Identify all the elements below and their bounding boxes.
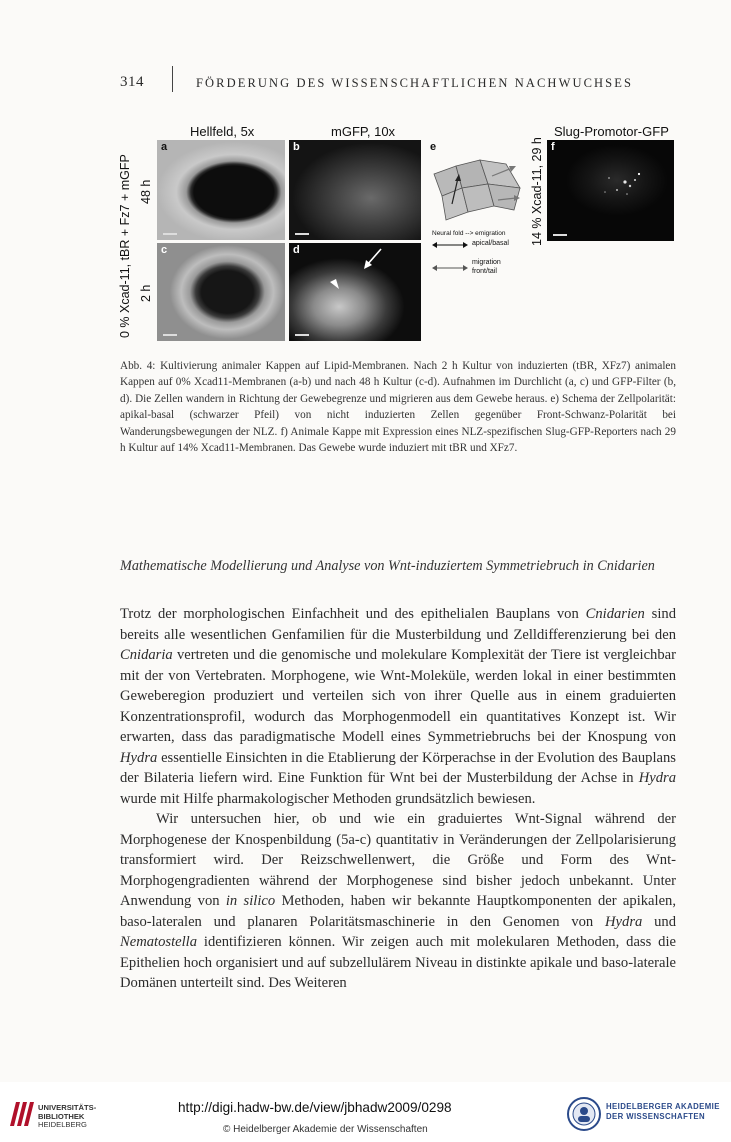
panel-f-slug-gfp-image xyxy=(547,140,674,241)
text-run: Methoden, haben wir bekannte Hauptkomponenten der apikalen, baso-lateralen und planaren Polaritätsmaschinerie in den Genomen von xyxy=(120,893,677,930)
panel-d-mgfp-image xyxy=(289,243,421,341)
scale-bar xyxy=(295,334,309,336)
academy-seal-icon xyxy=(566,1096,602,1132)
italic-term: Hydra xyxy=(638,770,676,786)
panel-c-brightfield-image xyxy=(157,243,285,341)
running-title: FÖRDERUNG DES WISSENSCHAFTLICHEN NACHWUCHSES xyxy=(196,76,633,90)
panel-label-f: f xyxy=(551,141,555,153)
text-run: Wir untersuchen hier, ob und wie ein graduiertes Wnt-Signal während der Morphogenese der Knospenbildung (5a-c) quantitativ in Veränderungen der Zellpolarisierung transformiert wird. Der Reizschwellenwert, die Größe und Form des Wnt-Morphogengradienten während der Morphogenese sind bisher jedoch unbekannt. Unter Anwendung von xyxy=(120,811,676,909)
schema-migration-label xyxy=(472,258,501,276)
panel-label-e: e xyxy=(430,141,437,153)
schema-neural-fold-label: Neural fold --> emigration xyxy=(432,230,506,237)
text-run: vertreten und die genomische und molekulare Komplexität der Tiere ist vergleichbar mit der von Vertebraten. Morphogene, wie Wnt-Moleküle, werden lokal in einer bestimmten Geweberegion produziert und verteilen sich von ihrer Quelle aus in einem graduierten Konzentrationsprofil, wodurch das Morphogenmodell ein quantitatives Konzept ist. Wir erwarten, dass das paradigmatische Modell eines Symmetriebruchs bei der Knospung von xyxy=(120,647,676,745)
column-header-brightfield: Hellfeld, 5x xyxy=(190,124,255,139)
panel-label-c: c xyxy=(161,244,168,256)
library-name-line: UNIVERSITÄTS- xyxy=(38,1103,97,1112)
italic-term: Hydra xyxy=(605,913,643,930)
italic-term: Hydra xyxy=(120,749,158,766)
page-number: 314 xyxy=(120,74,144,90)
arrowhead-icon xyxy=(327,277,341,291)
scale-bar xyxy=(163,334,177,336)
row-time-48h: 48 h xyxy=(139,179,153,204)
black-double-arrow-icon xyxy=(432,242,468,248)
paragraph-2 xyxy=(120,809,676,994)
figure-caption: Abb. 4: Kultivierung animaler Kappen auf Lipid-Membranen. Nach 2 h Kultur von induzierten (tBR, XFz7) animalen Kappen auf 0% Xcad11-Membranen (a-b) und nach 48 h Kultur (c-d). Aufnahmen im Durchlicht (a, c) und GFP-Filter (b, d). Die Zellen wandern in Richtung der Gewebegrenze und migrieren aus dem Gewebe heraus. e) Schema der Zellpolarität: apikal-basal (schwarzer Pfeil) von nicht induzierten Zellen gegenüber Front-Schwanz-Polarität bei Wanderungsbewegungen der NLZ. f) Animale Kappe mit Expression eines NLZ-spezifischen Slug-GFP-Reporters nach 29 h Kultur auf 14% Xcad11-Membranen. Das Gewebe wurde induziert mit tBR und XFz7. xyxy=(120,360,676,455)
panel-label-a: a xyxy=(161,141,168,153)
italic-term: Cnidaria xyxy=(120,647,173,663)
text-run: essentielle Einsichten in die Etablierung der Körperachse in der Evolution des Bauplans der Bilateria liefern wird. Eine Funktion für Wnt bei der Musterbildung der Achse in xyxy=(120,749,676,786)
column-header-mgfp: mGFP, 10x xyxy=(331,124,396,139)
copyright-notice: © Heidelberger Akademie der Wissenschaften xyxy=(223,1124,428,1135)
schema-migration-line1: migration xyxy=(472,259,501,266)
text-run: identifizieren können. Wir zeigen auch mit molekularen Methoden, dass die Epithelien hoch organisiert und auf subzellulärem Niveau in distinkte apikale und baso-laterale Domänen unterteilt sind. Des Weiteren xyxy=(120,934,676,991)
schema-apical-basal-label: apical/basal xyxy=(472,240,509,247)
academy-name xyxy=(606,1102,720,1122)
panel-f-condition-label: 14 % Xcad-11, 29 h xyxy=(530,137,544,246)
grey-double-arrow-icon xyxy=(432,265,468,271)
scale-bar xyxy=(553,234,567,236)
arrow-icon xyxy=(359,247,385,273)
section-heading xyxy=(120,556,676,576)
text-run: wurde mit Hilfe pharmakologischer Methoden grundsätzlich bewiesen. xyxy=(120,790,536,807)
section-heading-end: Cnidarien xyxy=(597,558,655,574)
italic-term: in silico xyxy=(225,893,276,909)
panel-a-brightfield-image xyxy=(157,140,285,240)
body-text xyxy=(120,604,676,994)
panel-b-mgfp-image xyxy=(289,140,421,240)
italic-term: Nematostella xyxy=(120,934,198,950)
header-divider xyxy=(172,66,173,92)
row-condition-label: 0 % Xcad-11, tBR + Fz7 + mGFP xyxy=(118,154,132,338)
academy-name-line: DER WISSENSCHAFTEN xyxy=(606,1112,706,1121)
library-name xyxy=(38,1104,96,1130)
text-run: sind bereits alle wesentlichen Genfamilien für die Musterbildung und Zelldifferenzierung bei den xyxy=(120,606,676,643)
permalink-link[interactable]: http://digi.hadw-bw.de/view/jbhadw2009/0298 xyxy=(178,1100,452,1115)
column-header-slug-gfp: Slug-Promotor-GFP xyxy=(554,124,669,139)
italic-term: Cnidarien xyxy=(585,606,645,622)
scale-bar xyxy=(163,233,177,235)
scale-bar xyxy=(295,233,309,235)
panel-label-b: b xyxy=(293,141,300,153)
gfp-signal-spots xyxy=(547,140,674,241)
academy-name-line: HEIDELBERGER AKADEMIE xyxy=(606,1102,720,1111)
section-heading-main: Mathematische Modellierung und Analyse von Wnt-induziertem Symmetriebruch in xyxy=(120,558,598,574)
library-logo-icon xyxy=(8,1098,36,1128)
paragraph-1 xyxy=(120,604,676,809)
panel-label-d: d xyxy=(293,244,300,256)
text-run: Trotz der morphologischen Einfachheit und des epithelialen Bauplans von xyxy=(120,606,586,622)
row-time-2h: 2 h xyxy=(139,284,153,302)
text-run: und xyxy=(642,913,676,930)
library-name-line: BIBLIOTHEK xyxy=(38,1111,85,1121)
schema-migration-line2: front/tail xyxy=(472,268,497,275)
panel-e-cell-polarity-schema xyxy=(426,140,530,290)
library-name-line: HEIDELBERG xyxy=(38,1120,87,1130)
epithelial-cells-diagram xyxy=(428,154,528,232)
